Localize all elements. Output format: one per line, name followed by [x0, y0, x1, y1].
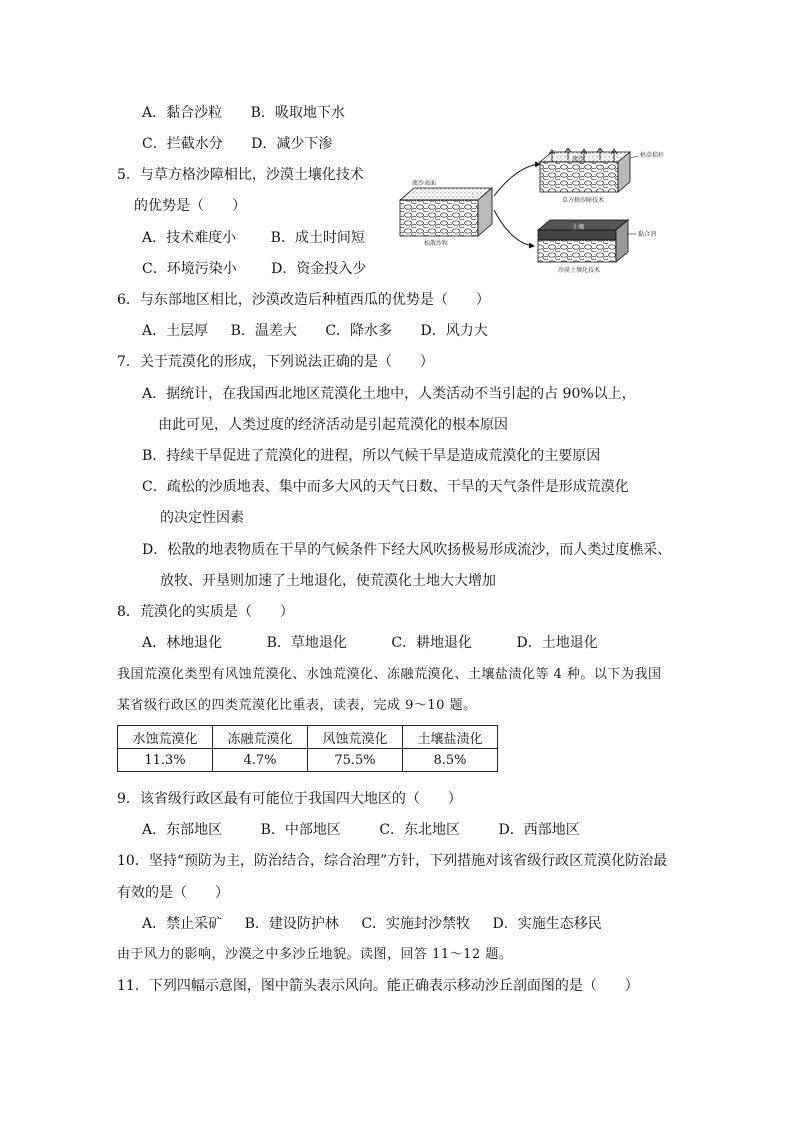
q7-stem: 7．关于荒漠化的形成，下列说法正确的是（ ）	[117, 354, 434, 370]
table-header-cell: 冻融荒漠化	[213, 726, 308, 749]
q4-option-d: D．减少下渗	[251, 136, 333, 152]
q8-options	[142, 634, 598, 652]
arrow-to-soilization	[494, 210, 534, 246]
q5-stem-line-1: 5．与草方格沙障相比，沙漠土壤化技术	[117, 167, 364, 183]
q6-stem: 6．与东部地区相比，沙漠改造后种植西瓜的优势是（ ）	[117, 292, 490, 308]
q5-options-row-2	[142, 260, 366, 278]
table-row	[118, 749, 498, 772]
q7-option-a-line-2: 由此可见，人类过度的经济活动是引起荒漠化的根本原因	[158, 417, 508, 433]
q4-option-row-1	[142, 104, 345, 122]
q6-option-a: A．土层厚	[142, 323, 209, 339]
q4-option-a: A．黏合沙粒	[142, 105, 223, 121]
label-straw: 枯草秸秆	[640, 152, 665, 159]
q10-options	[142, 915, 602, 933]
q10-option-c: C．实施封沙禁牧	[361, 916, 471, 932]
arrow-to-checkerboard	[494, 164, 540, 196]
table-cell: 8.5%	[403, 749, 498, 772]
label-quicksand: 流沙	[572, 156, 585, 163]
q7-option-d-line-2: 放牧、开垦则加速了土地退化，使荒漠化土地大大增加	[160, 573, 496, 589]
intro-9-10-line-1: 我国荒漠化类型有风蚀荒漠化、水蚀荒漠化、冻融荒漠化、土壤盐渍化等 4 种。以下为我国	[117, 667, 662, 682]
q8-option-a: A．林地退化	[142, 635, 223, 651]
table-header-cell: 水蚀荒漠化	[118, 726, 213, 749]
q6-option-c: C．降水多	[325, 323, 393, 339]
q5-stem-line-2: 的优势是（ ）	[134, 198, 246, 214]
q4-option-row-2	[142, 135, 332, 153]
desertification-ratio-table	[117, 725, 498, 772]
loose-sand-block	[400, 188, 492, 236]
q5-options-row-1	[142, 229, 365, 247]
desertification-technique-figure	[392, 148, 682, 280]
label-loose-sand: 松散沙粒	[424, 240, 449, 247]
q7-option-b: B．持续干旱促进了荒漠化的进程，所以气候干旱是造成荒漠化的主要原因	[142, 448, 601, 464]
q8-option-d: D．土地退化	[516, 635, 598, 651]
table-cell: 11.3%	[118, 749, 213, 772]
q10-option-a: A．禁止采矿	[142, 916, 223, 932]
label-checkerboard-technique: 草方格沙障技术	[562, 197, 605, 204]
q8-stem: 8．荒漠化的实质是（ ）	[117, 604, 294, 620]
q9-option-a: A．东部地区	[142, 822, 223, 838]
q9-option-c: C．东北地区	[379, 822, 461, 838]
table-cell: 4.7%	[213, 749, 308, 772]
q5-option-a: A．技术难度小	[142, 230, 237, 246]
q7-option-d-line-1: D．松散的地表物质在干旱的气候条件下经大风吹扬极易形成流沙，而人类过度樵采、	[142, 542, 672, 558]
table-header-row	[118, 726, 498, 749]
q10-stem-line-2: 有效的是（ ）	[117, 885, 229, 901]
q7-option-c-line-2: 的决定性因素	[160, 510, 244, 526]
label-soilization-technique: 沙漠土壤化技术	[558, 267, 601, 274]
intro-9-10-line-2: 某省级行政区的四类荒漠化比重表，读表，完成 9～10 题。	[117, 698, 477, 713]
label-soil: 土壤	[572, 224, 585, 231]
table-cell: 75.5%	[308, 749, 403, 772]
q9-option-d: D．西部地区	[498, 822, 580, 838]
intro-11-12: 由于风力的影响，沙漠之中多沙丘地貌。读图，回答 11～12 题。	[117, 947, 513, 962]
q4-option-b: B．吸取地下水	[250, 105, 345, 121]
table-header-cell: 风蚀荒漠化	[308, 726, 403, 749]
q5-option-d: D．资金投入少	[271, 261, 367, 277]
q6-option-d: D．风力大	[420, 323, 488, 339]
label-binder: 黏合剂	[638, 231, 657, 238]
q6-option-b: B．温差大	[230, 323, 297, 339]
q7-option-a-line-1: A．据统计，在我国西北地区荒漠化土地中，人类活动不当引起的占 90%以上，	[142, 386, 636, 402]
q8-option-b: B．草地退化	[266, 635, 347, 651]
q4-option-c: C．拦截水分	[142, 136, 223, 152]
q10-option-b: B．建设防护林	[244, 916, 339, 932]
q5-option-c: C．环境污染小	[142, 261, 237, 277]
table-header-cell: 土壤盐渍化	[403, 726, 498, 749]
q8-option-c: C．耕地退化	[391, 635, 473, 651]
q10-stem-line-1: 10．坚持“预防为主，防治结合，综合治理”方针，下列措施对该省级行政区荒漠化防治最	[117, 853, 668, 869]
q11-stem: 11．下列四幅示意图，图中箭头表示风向。能正确表示移动沙丘剖面图的是（ ）	[117, 978, 639, 994]
q9-option-b: B．中部地区	[260, 822, 341, 838]
q7-option-c-line-1: C．疏松的沙质地表、集中而多大风的天气日数、干旱的天气条件是形成荒漠化	[142, 479, 629, 495]
label-sand-surface: 流沙表面	[412, 180, 437, 187]
q10-option-d: D．实施生态移民	[492, 916, 602, 932]
q9-options	[142, 821, 580, 839]
leader-straw	[630, 156, 638, 158]
q6-options	[142, 322, 488, 340]
straw-checkerboard-block	[540, 148, 630, 192]
q9-stem: 9．该省级行政区最有可能位于我国四大地区的（ ）	[117, 791, 462, 807]
q5-option-b: B．成土时间短	[270, 230, 365, 246]
